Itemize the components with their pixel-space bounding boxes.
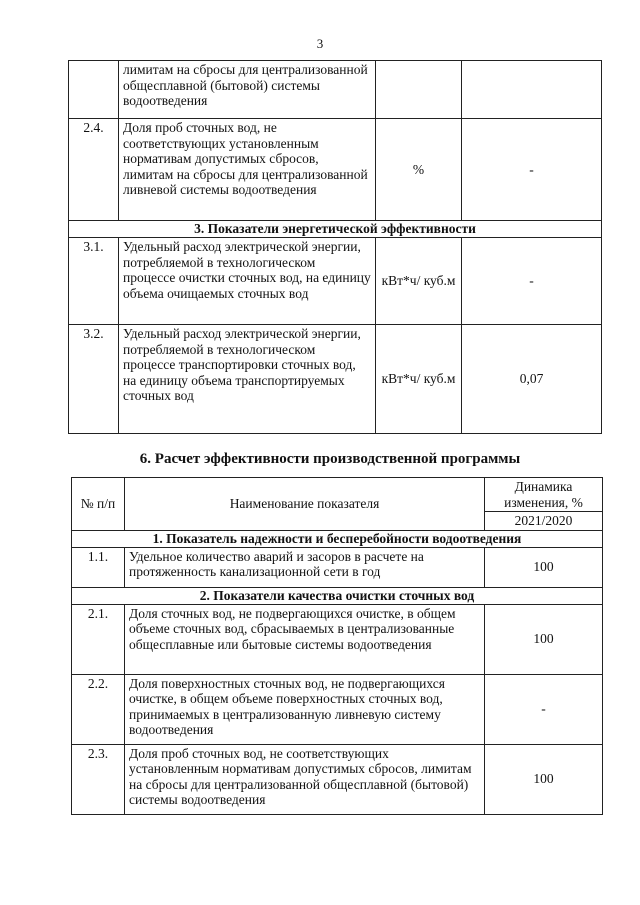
unit-cell: кВт*ч/ куб.м: [376, 238, 462, 325]
column-header-period: 2021/2020: [485, 512, 603, 531]
section-row: [72, 587, 603, 604]
value-cell: -: [485, 674, 603, 744]
value-cell: [462, 61, 602, 119]
row-number-cell: 2.4.: [69, 119, 119, 221]
value-cell: 0,07: [462, 325, 602, 434]
column-header-dynamics: Динамика изменения, %: [485, 478, 603, 512]
indicators-table-continued: [68, 60, 602, 434]
row-number-cell: [69, 61, 119, 119]
section-row: [72, 530, 603, 547]
unit-cell: %: [376, 119, 462, 221]
row-number-cell: 2.3.: [72, 744, 125, 814]
column-header-name: Наименование показателя: [125, 478, 485, 531]
unit-cell: [376, 61, 462, 119]
column-header-number: № п/п: [72, 478, 125, 531]
table-header-row: [72, 478, 603, 512]
table-row: [69, 325, 602, 434]
indicator-name-cell: Доля поверхностных сточных вод, не подвергающихся очистке, в общем объеме поверхностных сточных вод, принимаемых в централизованную ливневую систему водоотведения: [125, 674, 485, 744]
value-cell: 100: [485, 604, 603, 674]
table-row: [72, 604, 603, 674]
row-number-cell: 2.1.: [72, 604, 125, 674]
indicator-name-cell: Удельный расход электрической энергии, потребляемой в технологическом процессе транспортировки сточных вод, на единицу объема транспортируемых сточных вод: [119, 325, 376, 434]
table-row: [72, 674, 603, 744]
efficiency-table: [71, 477, 603, 815]
indicator-name-cell: Доля проб сточных вод, не соответствующих установленным нормативам допустимых сбросов, лимитам на сбросы для централизованной общесплавной (бытовой) системы водоотведения: [125, 744, 485, 814]
unit-cell: кВт*ч/ куб.м: [376, 325, 462, 434]
value-cell: -: [462, 238, 602, 325]
value-cell: -: [462, 119, 602, 221]
row-number-cell: 1.1.: [72, 547, 125, 587]
indicator-name-cell: Удельное количество аварий и засоров в расчете на протяженность канализационной сети в год: [125, 547, 485, 587]
section-title: 2. Показатели качества очистки сточных вод: [72, 587, 603, 604]
table-row: [72, 744, 603, 814]
section-title: 1. Показатель надежности и бесперебойности водоотведения: [72, 530, 603, 547]
row-number-cell: 2.2.: [72, 674, 125, 744]
table-row: [69, 238, 602, 325]
indicator-name-cell: лимитам на сбросы для централизованной общесплавной (бытовой) системы водоотведения: [119, 61, 376, 119]
table-row: [69, 119, 602, 221]
row-number-cell: 3.1.: [69, 238, 119, 325]
row-number-cell: 3.2.: [69, 325, 119, 434]
section-row: [69, 221, 602, 238]
table-row: [72, 547, 603, 587]
table-row: [69, 61, 602, 119]
section-title: 3. Показатели энергетической эффективности: [69, 221, 602, 238]
page-number: 3: [316, 36, 324, 51]
indicator-name-cell: Удельный расход электрической энергии, потребляемой в технологическом процессе очистки сточных вод, на единицу объема очищаемых сточных вод: [119, 238, 376, 325]
value-cell: 100: [485, 744, 603, 814]
value-cell: 100: [485, 547, 603, 587]
section-heading: 6. Расчет эффективности производственной программы: [139, 451, 521, 467]
indicator-name-cell: Доля сточных вод, не подвергающихся очистке, в общем объеме сточных вод, сбрасываемых в централизованные общесплавные или бытовые системы водоотведения: [125, 604, 485, 674]
indicator-name-cell: Доля проб сточных вод, не соответствующих установленным нормативам допустимых сбросов, лимитам на сбросы для централизованной ливневой системы водоотведения: [119, 119, 376, 221]
